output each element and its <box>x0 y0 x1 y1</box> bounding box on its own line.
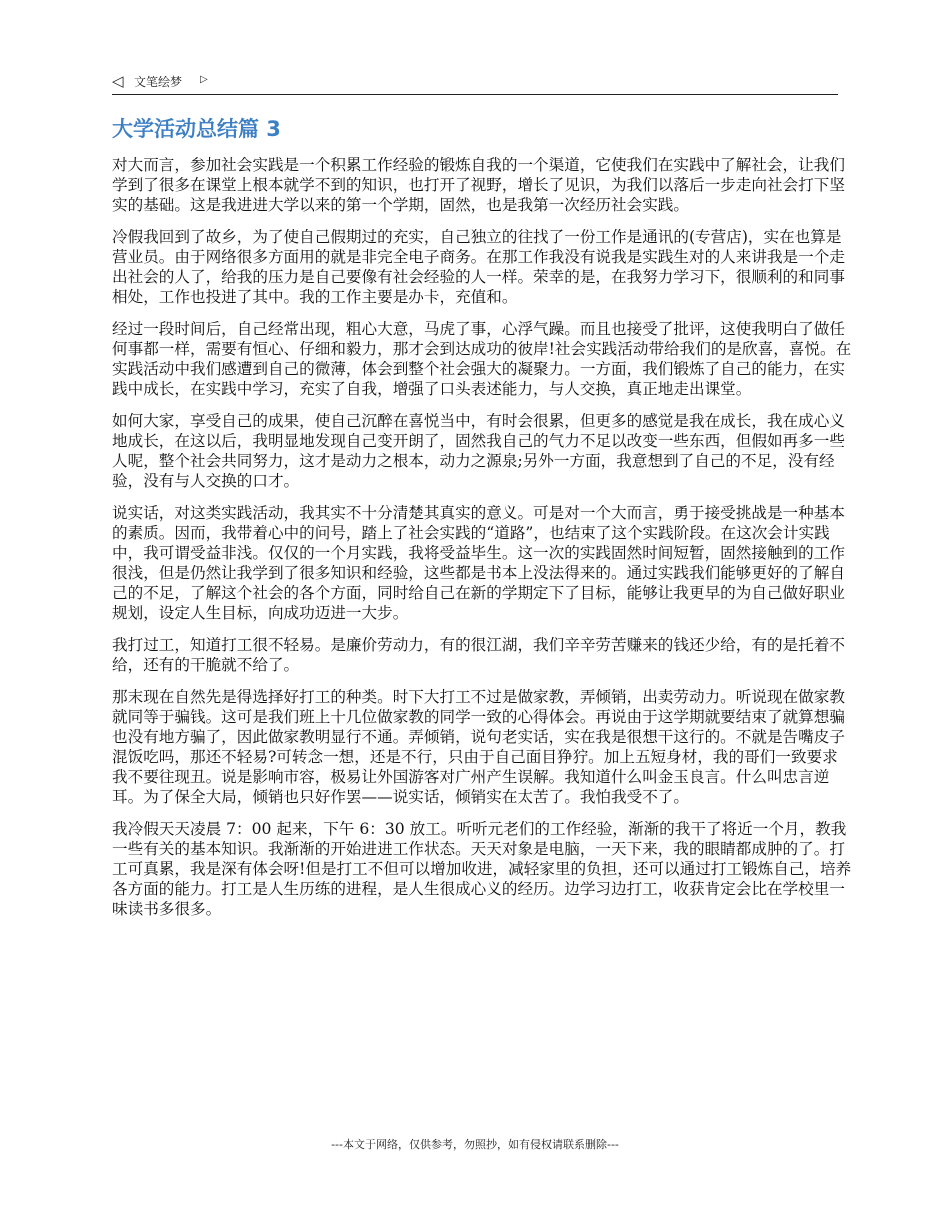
paragraph-5: 说实话，对这类实践活动，我其实不十分清楚其真实的意义。可是对一个大而言，勇于接受挑战是一种基本的素质。因而，我带着心中的问号，踏上了社会实践的“道路”，也结束了这个实践阶段。在这次会计实践中，我可谓受益非浅。仅仅的一个月实践，我将受益毕生。这一次的实践固然时间短暂，固然接触到的工作很浅，但是仍然让我学到了很多知识和经验，这些都是书本上没法得来的。通过实践我们能够更好的了解自己的不足，了解这个社会的各个方面，同时给自己在新的学期定下了目标，能够让我更早的为自己做好职业规划，设定人生目标，向成功迈进一大步。 <box>112 504 845 622</box>
page-header <box>112 72 838 95</box>
paragraph-1: 对大而言，参加社会实践是一个积累工作经验的锻炼自我的一个渠道，它使我们在实践中了解社会，让我们学到了很多在课堂上根本就学不到的知识，也打开了视野，增长了见识，为我们以落后一步走向社会打下坚实的基础。这是我进进大学以来的第一个学期，固然，也是我第一次经历社会实践。 <box>112 156 845 214</box>
paragraph-2: 冷假我回到了故乡，为了使自己假期过的充实，自己独立的往找了一份工作是通讯的(专营店)，实在也算是营业员。由于网络很多方面用的就是非完全电子商务。在那工作我没有说我是实践生对的人来讲我是一个走出社会的人了，给我的压力是自己要像有社会经验的人一样。荣幸的是，在我努力学习下，很顺利的和同事相处，工作也投进了其中。我的工作主要是办卡，充值和。 <box>112 228 845 306</box>
paragraph-7: 那末现在自然先是得选择好打工的种类。时下大打工不过是做家教，弄倾销，出卖劳动力。听说现在做家教就同等于骗钱。这可是我们班上十几位做家教的同学一致的心得体会。再说由于这学期就要结束了就算想骗也没有地方骗了，因此做家教明显行不通。弄倾销，说句老实话，实在我是很想干这行的。不就是告嘴皮子混饭吃吗，那还不轻易?可转念一想，还是不行，只由于自己面目狰狞。加上五短身材，我的哥们一致要求我不要往现丑。说是影响市容，极易让外国游客对广州产生误解。我知道什么叫金玉良言。什么叫忠言逆耳。为了保全大局，倾销也只好作罢——说实话，倾销实在太苦了。我怕我受不了。 <box>112 688 845 806</box>
paragraph-8: 我冷假天天凌晨 7：00 起来，下午 6：30 放工。听听元老们的工作经验，渐渐的我干了将近一个月，教我一些有关的基本知识。我渐渐的开始进进工作状态。天天对象是电脑，一天下来，我的眼睛都成肿的了。打工可真累，我是深有体会呀!但是打工不但可以增加收进，减轻家里的负担，还可以通过打工锻炼自己，培养各方面的能力。打工是人生历练的进程，是人生很成心义的经历。边学习边打工，收获肯定会比在学校里一味读书多很多。 <box>112 820 852 918</box>
brand-name: 文笔绘梦 <box>134 75 183 89</box>
paragraph-4: 如何大家，享受自己的成果，使自己沉醉在喜悦当中，有时会很累，但更多的感觉是我在成长，我在成心义地成长，在这以后，我明显地发现自己变开朗了，固然我自己的气力不足以改变一些东西，但假如再多一些人呢，整个社会共同努力，这才是动力之根本，动力之源泉;另外一方面，我意想到了自己的不足，没有经验，没有与人交换的口才。 <box>112 412 845 490</box>
triangle-left-icon: ◁ <box>112 72 124 90</box>
paragraph-6: 我打过工，知道打工很不轻易。是廉价劳动力，有的很江湖，我们辛辛劳苦赚来的钱还少给，有的是托着不给，还有的干脆就不给了。 <box>112 636 845 674</box>
paragraph-3: 经过一段时间后，自己经常出现，粗心大意，马虎了事，心浮气躁。而且也接受了批评，这使我明白了做任何事都一样，需要有恒心、仔细和毅力，那才会到达成功的彼岸!社会实践活动带给我们的是欣喜，喜悦。在实践活动中我们感遭到自己的微薄，体会到整个社会强大的凝聚力。一方面，我们锻炼了自己的能力，在实践中成长，在实践中学习，充实了自我，增强了口头表述能力，与人交换，真正地走出课堂。 <box>112 320 852 398</box>
page-footer: ---本文于网络，仅供参考，勿照抄，如有侵权请联系删除--- <box>331 1138 619 1151</box>
document-title: 大学活动总结篇 3 <box>112 117 281 141</box>
triangle-right-icon: ▷ <box>200 74 208 85</box>
document-body <box>112 155 852 931</box>
